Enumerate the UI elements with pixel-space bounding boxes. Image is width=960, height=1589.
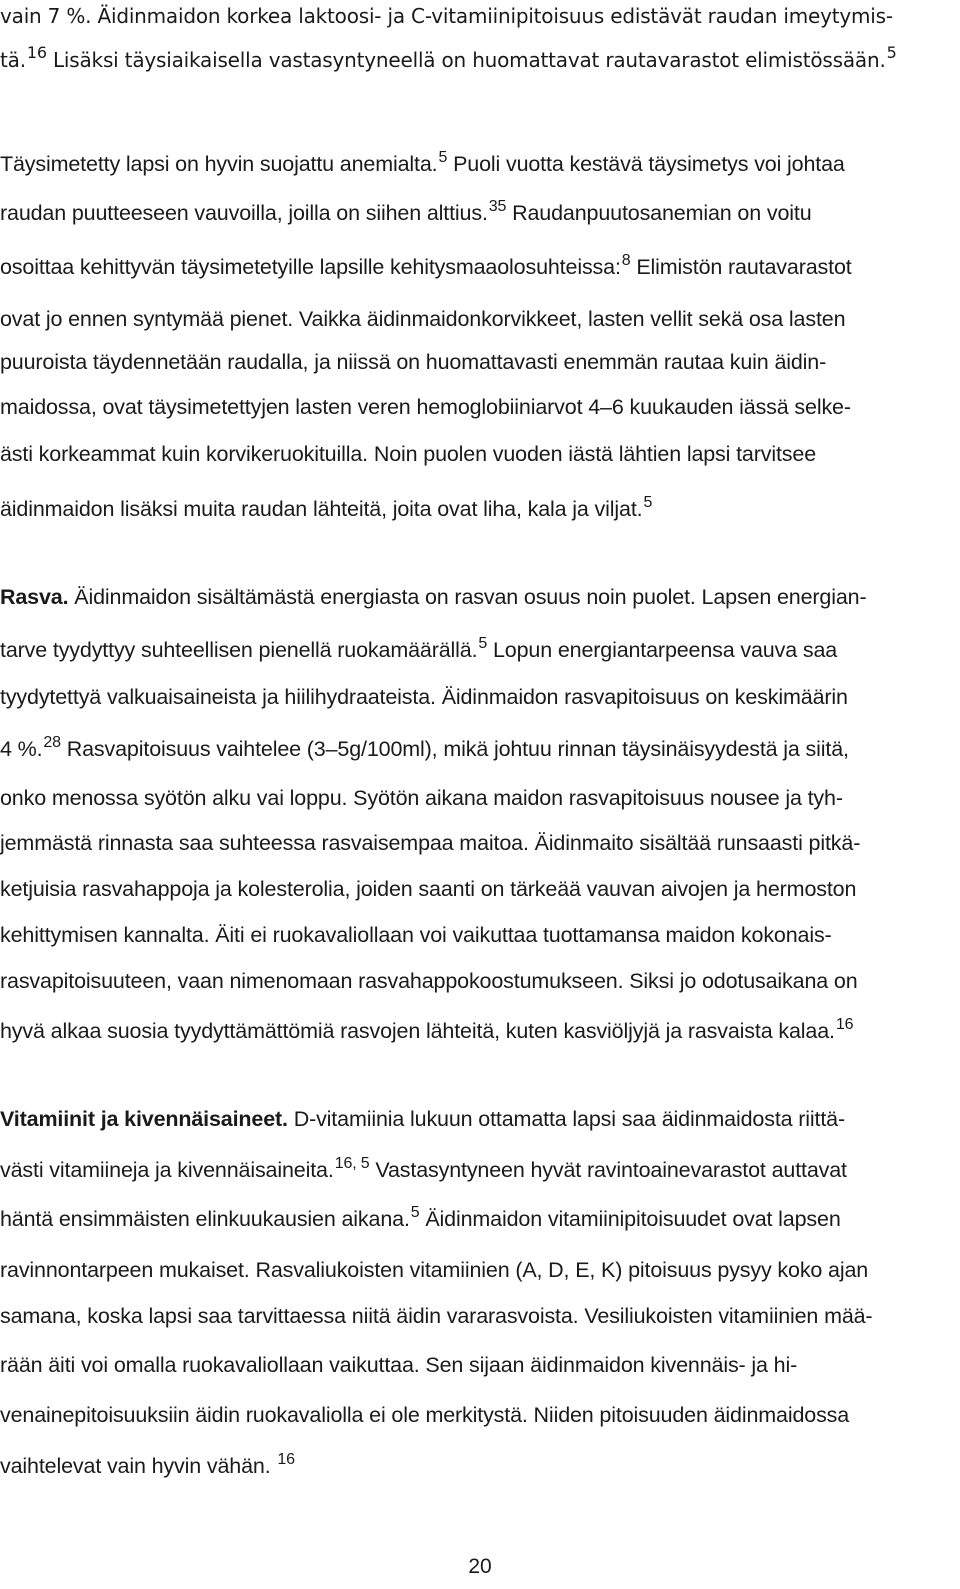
text-run: Äidinmaidon sisältämästä energiasta on rasvan osuus noin puolet. Lapsen energian- — [68, 585, 867, 609]
text-line — [0, 735, 849, 766]
text-line — [0, 393, 851, 421]
text-line — [0, 683, 848, 711]
text-line — [0, 829, 860, 857]
text-line — [0, 305, 845, 333]
text-run: osoittaa kehittyvän täysimetetyille lapsille kehitysmaaolosuhteissa: — [0, 255, 621, 279]
text-run: rään äiti voi omalla ruokavaliollaan vaikuttaa. Sen sijaan äidinmaidon kivennäis- ja hi- — [0, 1353, 798, 1377]
text-run: västi vitamiineja ja kivennäisaineita. — [0, 1158, 334, 1182]
text-run: ästi korkeammat kuin korvikeruokituilla. Noin puolen vuoden iästä lähtien lapsi tarvitsee — [0, 442, 817, 466]
text-line — [0, 921, 832, 949]
citation-superscript: 16 — [277, 1451, 295, 1468]
text-line — [0, 1205, 841, 1236]
citation-superscript: 28 — [43, 734, 61, 751]
text-run: D-vitamiinia lukuun ottamatta lapsi saa äidinmaidosta riittä- — [287, 1107, 845, 1131]
text-line — [0, 440, 816, 468]
text-run: Lisäksi täysiaikaisella vastasyntyneellä on huomattavat rautavarastot elimistössään. — [46, 48, 886, 72]
text-line — [0, 199, 812, 230]
text-line — [0, 495, 652, 526]
text-run: vaihtelevat vain hyvin vähän. — [0, 1454, 277, 1478]
text-run: ovat jo ennen syntymää pienet. Vaikka äidinmaidonkorvikkeet, lasten vellit sekä osa lasten — [0, 307, 846, 331]
text-run: puuroista täydennetään raudalla, ja niissä on huomattavasti enemmän rautaa kuin äidin- — [0, 350, 827, 374]
text-run: rasvapitoisuuteen, vaan nimenomaan rasvahappokoostumukseen. Siksi jo odotusaikana on — [0, 969, 858, 993]
text-run: Täysimetetty lapsi on hyvin suojattu anemialta. — [0, 152, 438, 176]
citation-superscript: 5 — [643, 494, 653, 511]
text-line — [0, 1302, 872, 1330]
text-line — [0, 1401, 849, 1429]
citation-superscript: 35 — [488, 198, 507, 215]
section-heading: Rasva. — [0, 585, 69, 609]
citation-superscript: 16 — [835, 1016, 854, 1033]
text-run: maidossa, ovat täysimetettyjen lasten veren hemoglobiiniarvot 4–6 kuukauden iässä selke- — [0, 395, 851, 419]
text-line — [0, 2, 893, 30]
text-line — [0, 1351, 797, 1379]
text-run: raudan puutteeseen vauvoilla, joilla on siihen alttius. — [0, 201, 488, 225]
text-line — [0, 784, 843, 812]
text-run: tyydytettyä valkuaisaineista ja hiilihydraateista. Äidinmaidon rasvapitoisuus on keskimäärin — [0, 685, 848, 709]
text-run: Puoli vuotta kestävä täysimetys voi johtaa — [447, 152, 845, 176]
text-run: Elimistön rautavarastot — [630, 255, 852, 279]
text-line — [0, 967, 858, 995]
text-run: Raudanpuutosanemian on voitu — [506, 201, 812, 225]
text-line — [0, 1156, 847, 1187]
text-run: jemmästä rinnasta saa suhteessa rasvaisempaa maitoa. Äidinmaito sisältää runsaasti pitkä- — [0, 831, 861, 855]
text-run: vain 7 %. Äidinmaidon korkea laktoosi- ja C-vitamiinipitoisuus edistävät raudan imeytymis- — [0, 4, 893, 28]
text-run: kehittymisen kannalta. Äiti ei ruokavaliollaan voi vaikuttaa tuottamansa maidon kokonais- — [0, 923, 832, 947]
citation-superscript: 8 — [621, 252, 631, 269]
text-line — [0, 1256, 868, 1284]
text-line — [0, 1452, 295, 1483]
text-line — [0, 150, 845, 181]
text-line — [0, 583, 866, 611]
text-run: 4 %. — [0, 737, 43, 761]
text-line — [0, 253, 852, 284]
text-run: tä. — [0, 48, 26, 72]
text-run: samana, koska lapsi saa tarvittaessa niitä äidin vararasvoista. Vesiliukoisten vitamiinien mää- — [0, 1304, 873, 1328]
citation-superscript: 16, 5 — [334, 1155, 370, 1172]
citation-superscript: 16 — [26, 43, 47, 62]
text-run: hyvä alkaa suosia tyydyttämättömiä rasvojen lähteitä, kuten kasviöljyjä ja rasvaista kalaa. — [0, 1019, 835, 1043]
text-run: Lopun energiantarpeensa vauva saa — [487, 638, 838, 662]
text-line — [0, 636, 837, 667]
citation-superscript: 5 — [410, 1204, 420, 1221]
text-line — [0, 348, 826, 376]
citation-superscript: 5 — [478, 635, 488, 652]
text-run: onko menossa syötön alku vai loppu. Syötön aikana maidon rasvapitoisuus nousee ja tyh- — [0, 786, 843, 810]
text-run: Vastasyntyneen hyvät ravintoainevarastot auttavat — [369, 1158, 847, 1182]
text-line — [0, 1105, 845, 1133]
text-run: Rasvapitoisuus vaihtelee (3–5g/100ml), mikä johtuu rinnan täysinäisyydestä ja siitä, — [60, 737, 849, 761]
text-run: äidinmaidon lisäksi muita raudan lähteitä, joita ovat liha, kala ja viljat. — [0, 497, 643, 521]
section-heading: Vitamiinit ja kivennäisaineet. — [0, 1107, 288, 1131]
text-run: Äidinmaidon vitamiinipitoisuudet ovat lapsen — [419, 1207, 841, 1231]
text-run: venainepitoisuuksiin äidin ruokavaliolla ei ole merkitystä. Niiden pitoisuuden äidinmaidossa — [0, 1403, 850, 1427]
text-run: ketjuisia rasvahappoja ja kolesterolia, joiden saanti on tärkeää vauvan aivojen ja hermoston — [0, 877, 857, 901]
text-run: tarve tyydyttyy suhteellisen pienellä ruokamäärällä. — [0, 638, 478, 662]
text-line — [0, 875, 856, 903]
text-run: ravinnontarpeen mukaiset. Rasvaliukoisten vitamiinien (A, D, E, K) pitoisuus pysyy koko ajan — [0, 1258, 869, 1282]
text-line — [0, 43, 897, 76]
citation-superscript: 5 — [886, 43, 897, 62]
text-run: häntä ensimmäisten elinkuukausien aikana. — [0, 1207, 410, 1231]
citation-superscript: 5 — [438, 149, 448, 166]
page-number: 20 — [468, 1555, 492, 1578]
text-line — [0, 1017, 853, 1048]
